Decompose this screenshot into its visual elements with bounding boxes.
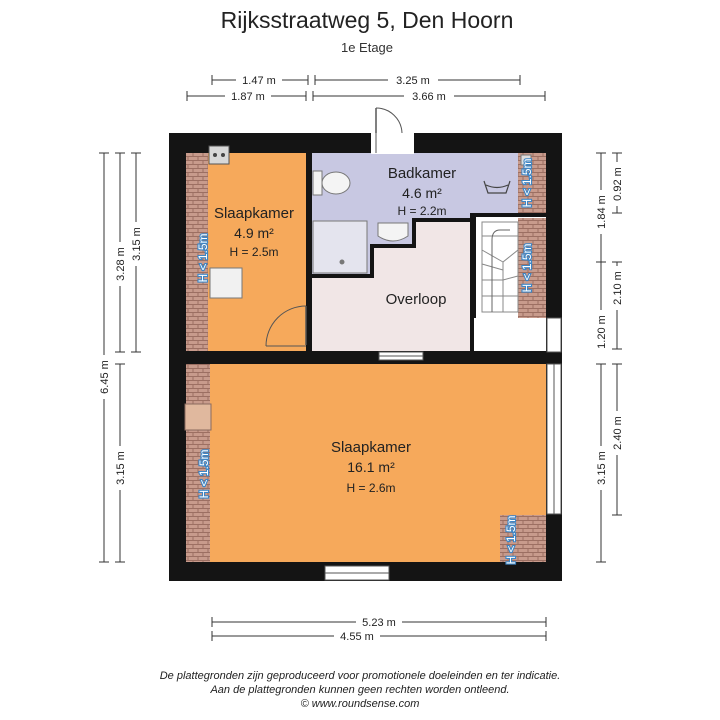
dim-top-4: 3.66 m bbox=[412, 91, 446, 103]
dim-right-2: 0.92 m bbox=[612, 167, 624, 201]
dim-top-1: 1.47 m bbox=[242, 75, 276, 87]
sink bbox=[378, 223, 408, 241]
top-dimensions bbox=[187, 74, 545, 103]
low-ceiling-label: H < 1.5m bbox=[520, 243, 534, 293]
dim-left-upper-a: 3.28 m bbox=[115, 247, 127, 281]
slaapkamer-small-area: 4.9 m² bbox=[234, 225, 274, 241]
dim-right-5: 3.15 m bbox=[596, 451, 608, 485]
vent-block bbox=[209, 146, 229, 164]
dim-right-4: 1.20 m bbox=[596, 315, 608, 349]
low-ceiling-label: H < 1.5m bbox=[504, 515, 518, 565]
dim-right-3: 2.10 m bbox=[612, 271, 624, 305]
disclaimer bbox=[160, 670, 561, 710]
slaapkamer-small-height: H = 2.5m bbox=[229, 245, 279, 259]
disclaimer-line-2: Aan de plattegronden kunnen geen rechten worden ontleend. bbox=[210, 684, 510, 696]
slaapkamer-large-name: Slaapkamer bbox=[330, 439, 412, 456]
disclaimer-line-3: © www.roundsense.com bbox=[300, 698, 420, 710]
chimney-block bbox=[210, 268, 242, 298]
badkamer-name: Badkamer bbox=[387, 165, 457, 182]
badkamer-area: 4.6 m² bbox=[402, 185, 442, 201]
badkamer-height: H = 2.2m bbox=[397, 204, 447, 218]
floor-label: 1e Etage bbox=[340, 40, 394, 55]
dim-right-6: 2.40 m bbox=[612, 416, 624, 450]
dim-bottom-2: 4.55 m bbox=[340, 631, 374, 643]
slaapkamer-large-height: H = 2.6m bbox=[346, 481, 396, 495]
low-ceiling-label: H < 1.5m bbox=[196, 233, 210, 283]
right-dimensions bbox=[595, 153, 624, 562]
slaapkamer-large-area: 16.1 m² bbox=[347, 459, 395, 475]
disclaimer-line-1: De plattegronden zijn geproduceerd voor promotionele doeleinden en ter indicatie. bbox=[159, 670, 561, 682]
low-ceiling-label: H < 1.5m bbox=[520, 158, 534, 208]
overloop-name: Overloop bbox=[385, 291, 447, 308]
dim-bottom-1: 5.23 m bbox=[362, 617, 396, 629]
low-ceiling-label: H < 1.5m bbox=[197, 449, 211, 499]
dim-left-upper-b: 3.15 m bbox=[131, 227, 143, 261]
dim-top-2: 3.25 m bbox=[396, 75, 430, 87]
dim-left-outer: 6.45 m bbox=[99, 360, 111, 394]
toilet-tank bbox=[313, 171, 322, 195]
slaapkamer-small-name: Slaapkamer bbox=[213, 205, 295, 222]
dim-top-3: 1.87 m bbox=[231, 91, 265, 103]
toilet-bowl bbox=[322, 172, 350, 194]
shower bbox=[313, 221, 367, 273]
page-title: Rijksstraatweg 5, Den Hoorn bbox=[220, 7, 514, 33]
bottom-dimensions bbox=[212, 616, 546, 643]
dim-left-lower: 3.15 m bbox=[115, 451, 127, 485]
dim-right-1: 1.84 m bbox=[596, 195, 608, 229]
left-dimensions bbox=[98, 153, 143, 562]
